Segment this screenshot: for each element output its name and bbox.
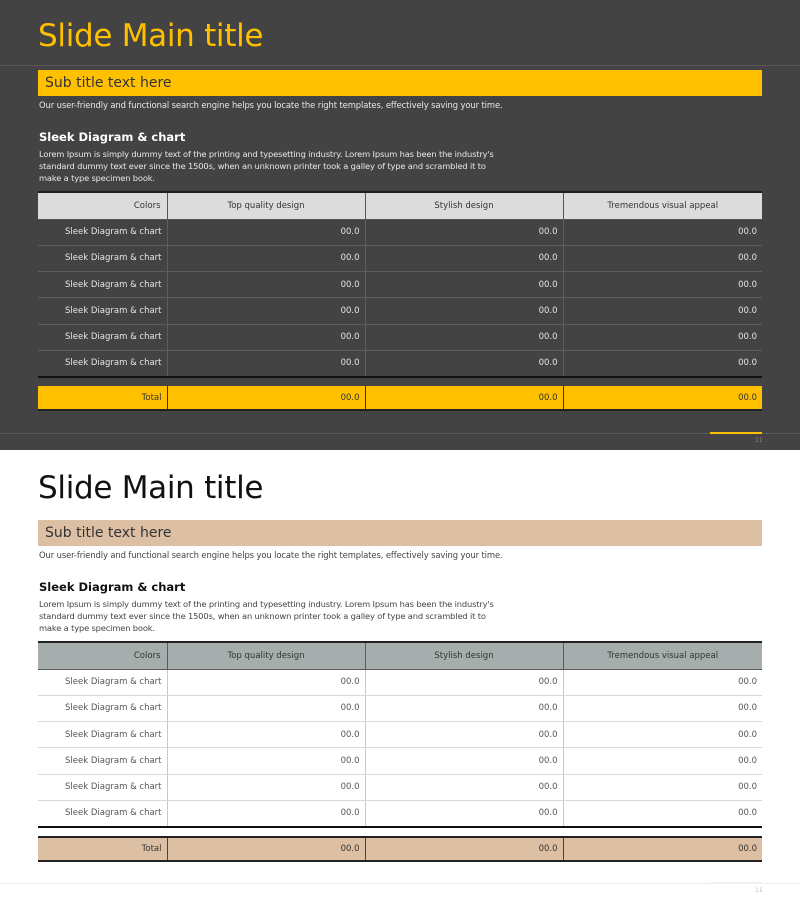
table-cell: 00.0 — [563, 298, 762, 324]
table-cell: 00.0 — [167, 219, 365, 245]
row-label: Sleek Diagram & chart — [38, 272, 167, 298]
column-header: Top quality design — [167, 642, 365, 669]
total-row — [38, 837, 762, 861]
table-cell: 00.0 — [365, 272, 563, 298]
row-label: Sleek Diagram & chart — [38, 669, 167, 695]
table-cell: 00.0 — [563, 245, 762, 271]
column-header: Colors — [38, 192, 167, 219]
row-label: Sleek Diagram & chart — [38, 748, 167, 774]
row-label: Sleek Diagram & chart — [38, 774, 167, 800]
table-cell: 00.0 — [365, 324, 563, 350]
intro-text: Our user-friendly and functional search engine helps you locate the right templates, effectively saving your time. — [39, 550, 503, 560]
table-cell: 00.0 — [365, 722, 563, 748]
table-cell: 00.0 — [365, 774, 563, 800]
table-row — [38, 219, 762, 245]
table-row — [38, 774, 762, 800]
slide-title: Slide Main title — [38, 18, 264, 54]
column-header: Tremendous visual appeal — [563, 192, 762, 219]
table-cell: 00.0 — [365, 748, 563, 774]
table-row — [38, 669, 762, 695]
table-cell: 00.0 — [365, 695, 563, 721]
table-cell: 00.0 — [563, 774, 762, 800]
table-header-row — [38, 192, 762, 219]
total-label: Total — [38, 837, 167, 861]
total-label: Total — [38, 386, 167, 410]
table-cell: 00.0 — [167, 245, 365, 271]
table-cell: 00.0 — [563, 219, 762, 245]
table-cell: 00.0 — [563, 748, 762, 774]
total-cell: 00.0 — [167, 837, 365, 861]
total-table — [38, 386, 762, 411]
row-label: Sleek Diagram & chart — [38, 695, 167, 721]
column-header: Top quality design — [167, 192, 365, 219]
table-cell: 00.0 — [167, 669, 365, 695]
table-cell: 00.0 — [365, 245, 563, 271]
table-cell: 00.0 — [563, 695, 762, 721]
data-table — [38, 641, 762, 828]
total-row — [38, 386, 762, 410]
footer-accent — [710, 432, 762, 434]
data-table — [38, 191, 762, 378]
table-header-row — [38, 642, 762, 669]
slide-title: Slide Main title — [38, 470, 264, 506]
column-header: Stylish design — [365, 192, 563, 219]
total-table — [38, 836, 762, 862]
table-cell: 00.0 — [167, 350, 365, 376]
table-cell: 00.0 — [365, 350, 563, 376]
table-row — [38, 245, 762, 271]
footer-divider — [0, 433, 800, 434]
row-label: Sleek Diagram & chart — [38, 350, 167, 376]
table-cell: 00.0 — [365, 800, 563, 826]
table-cell: 00.0 — [563, 800, 762, 826]
table-cell: 00.0 — [365, 669, 563, 695]
footer-divider — [0, 883, 800, 884]
table-cell: 00.0 — [167, 748, 365, 774]
table-row — [38, 722, 762, 748]
table-cell: 00.0 — [365, 298, 563, 324]
table-cell: 00.0 — [563, 669, 762, 695]
row-label: Sleek Diagram & chart — [38, 245, 167, 271]
page-number: 11 — [755, 887, 763, 894]
table-row — [38, 298, 762, 324]
row-label: Sleek Diagram & chart — [38, 800, 167, 826]
table-cell: 00.0 — [563, 324, 762, 350]
table-row — [38, 695, 762, 721]
subtitle-bar: Sub title text here — [38, 70, 762, 96]
table-row — [38, 272, 762, 298]
table-row — [38, 324, 762, 350]
table-cell: 00.0 — [563, 272, 762, 298]
body-text: Lorem Ipsum is simply dummy text of the printing and typesetting industry. Lorem Ipsum has been the industry's standard dummy text ever since the 1500s, when an unknown printer took a galley of type and scrambled it to make a type specimen book. — [39, 599, 494, 633]
table-cell: 00.0 — [167, 800, 365, 826]
row-label: Sleek Diagram & chart — [38, 324, 167, 350]
table-cell: 00.0 — [167, 695, 365, 721]
column-header: Colors — [38, 642, 167, 669]
total-cell: 00.0 — [563, 837, 762, 861]
section-heading: Sleek Diagram & chart — [39, 580, 186, 594]
total-cell: 00.0 — [563, 386, 762, 410]
row-label: Sleek Diagram & chart — [38, 298, 167, 324]
table-cell: 00.0 — [167, 298, 365, 324]
total-cell: 00.0 — [365, 837, 563, 861]
table-cell: 00.0 — [563, 350, 762, 376]
table-cell: 00.0 — [563, 722, 762, 748]
column-header: Stylish design — [365, 642, 563, 669]
total-cell: 00.0 — [365, 386, 563, 410]
body-text: Lorem Ipsum is simply dummy text of the printing and typesetting industry. Lorem Ipsum has been the industry's standard dummy text ever since the 1500s, when an unknown printer took a galley of type and scrambled it to make a type specimen book. — [39, 149, 494, 183]
column-header: Tremendous visual appeal — [563, 642, 762, 669]
table-cell: 00.0 — [167, 774, 365, 800]
page-number: 11 — [755, 437, 763, 444]
table-cell: 00.0 — [167, 324, 365, 350]
table-cell: 00.0 — [365, 219, 563, 245]
subtitle-bar: Sub title text here — [38, 520, 762, 546]
table-cell: 00.0 — [167, 722, 365, 748]
title-divider — [0, 65, 800, 66]
row-label: Sleek Diagram & chart — [38, 219, 167, 245]
table-row — [38, 748, 762, 774]
slide-light — [0, 450, 800, 900]
table-row — [38, 350, 762, 376]
intro-text: Our user-friendly and functional search engine helps you locate the right templates, effectively saving your time. — [39, 100, 503, 110]
section-heading: Sleek Diagram & chart — [39, 130, 186, 144]
row-label: Sleek Diagram & chart — [38, 722, 167, 748]
table-cell: 00.0 — [167, 272, 365, 298]
footer-accent — [710, 882, 762, 884]
total-cell: 00.0 — [167, 386, 365, 410]
table-row — [38, 800, 762, 826]
